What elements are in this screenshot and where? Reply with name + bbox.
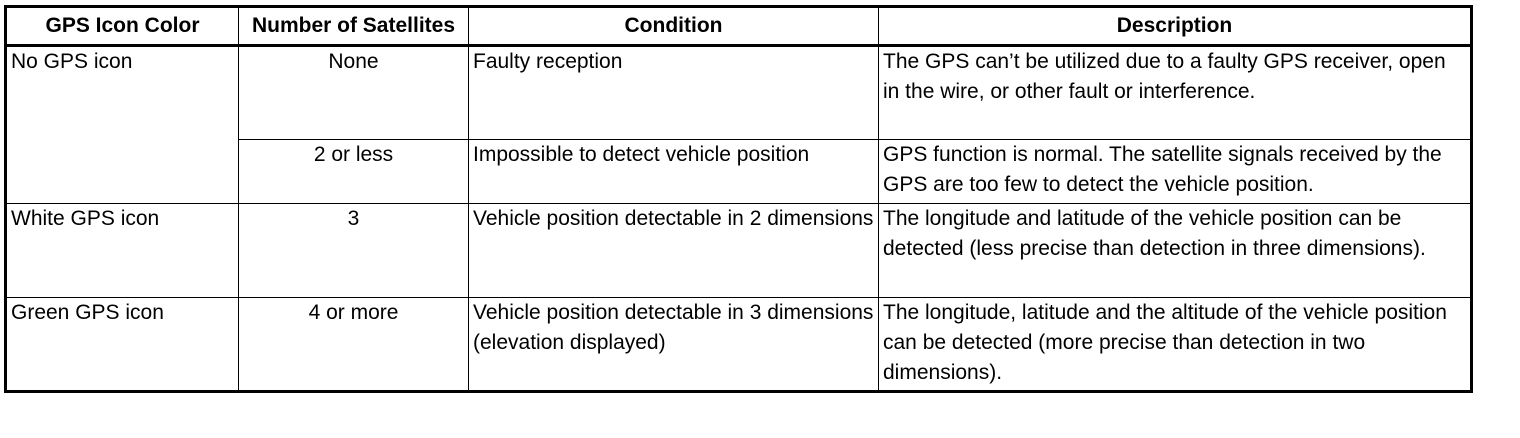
cell-condition: Faulty reception	[469, 46, 879, 140]
cell-condition: Vehicle position detectable in 2 dimensions	[469, 204, 879, 298]
cell-satellites: 4 or more	[239, 298, 469, 392]
table-row	[6, 46, 1472, 140]
cell-satellites: 3	[239, 204, 469, 298]
header-gps-icon-color: GPS Icon Color	[6, 7, 239, 46]
table-header-row	[6, 7, 1472, 46]
table-container	[4, 5, 1473, 393]
table-row	[6, 298, 1472, 392]
cell-satellites: 2 or less	[239, 140, 469, 204]
cell-condition: Vehicle position detectable in 3 dimensions (elevation displayed)	[469, 298, 879, 392]
cell-description: The longitude and latitude of the vehicle position can be detected (less precise than detection in three dimensions).	[879, 204, 1472, 298]
cell-description: The GPS can’t be utilized due to a faulty GPS receiver, open in the wire, or other fault or interference.	[879, 46, 1472, 140]
cell-gps-icon-color: White GPS icon	[6, 204, 239, 298]
cell-description: GPS function is normal. The satellite signals received by the GPS are too few to detect the vehicle position.	[879, 140, 1472, 204]
header-number-of-satellites: Number of Satellites	[239, 7, 469, 46]
header-description: Description	[879, 7, 1472, 46]
gps-status-table	[4, 5, 1473, 393]
header-condition: Condition	[469, 7, 879, 46]
cell-gps-icon-color: Green GPS icon	[6, 298, 239, 392]
cell-condition: Impossible to detect vehicle position	[469, 140, 879, 204]
cell-satellites: None	[239, 46, 469, 140]
table-row	[6, 204, 1472, 298]
cell-description: The longitude, latitude and the altitude of the vehicle position can be detected (more precise than detection in two dimensions).	[879, 298, 1472, 392]
cell-gps-icon-color: No GPS icon	[6, 46, 239, 204]
